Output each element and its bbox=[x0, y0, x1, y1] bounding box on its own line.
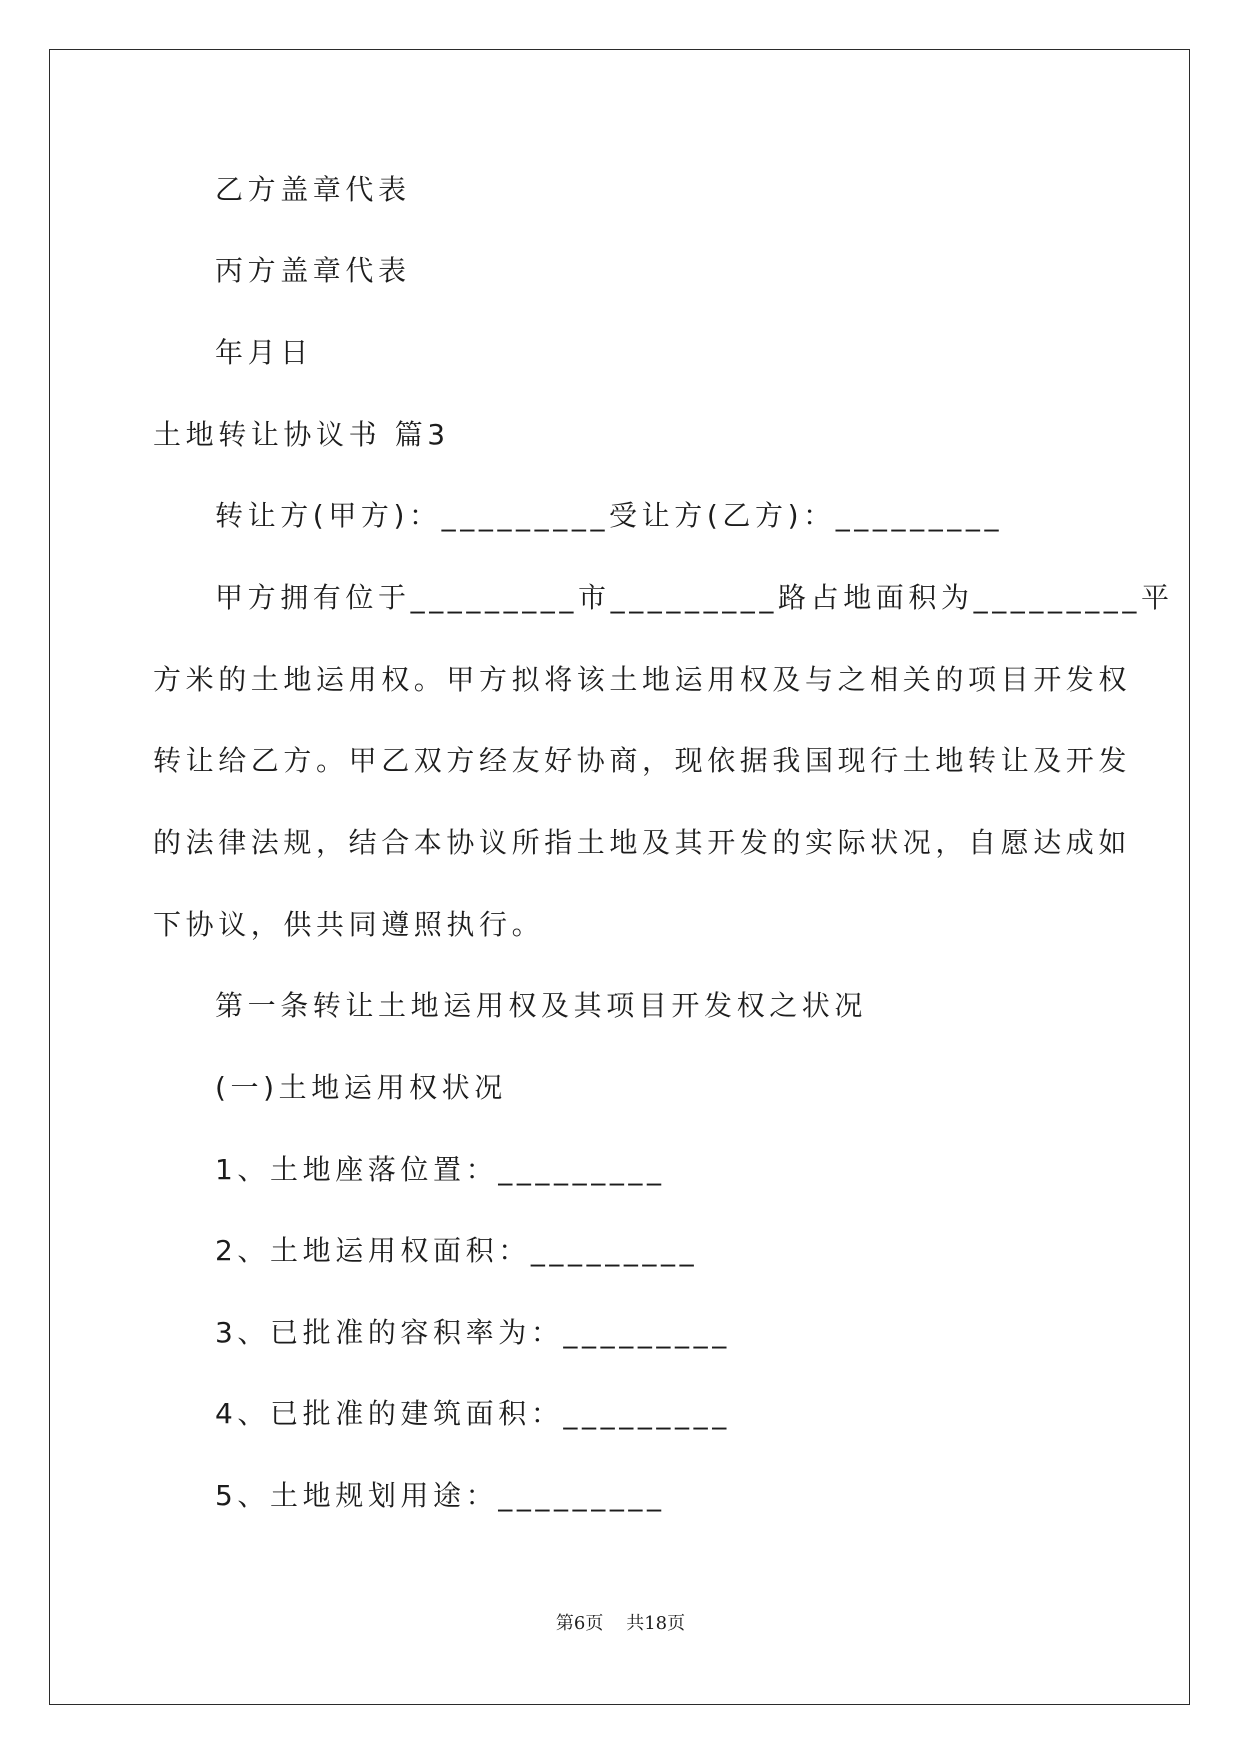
page-frame bbox=[49, 49, 1190, 1705]
list-item: 3、已批准的容积率为：_________ bbox=[215, 1316, 731, 1349]
signature-party-c: 丙方盖章代表 bbox=[215, 254, 411, 287]
paragraph-line: 下协议，供共同遵照执行。 bbox=[153, 908, 545, 941]
article-heading: 第一条转让土地运用权及其项目开发权之状况 bbox=[215, 989, 868, 1022]
list-item: 2、土地运用权面积：_________ bbox=[215, 1234, 699, 1267]
paragraph-line: 甲方拥有位于_________市_________路占地面积为_________平 bbox=[215, 581, 1174, 614]
section-heading: 土地转让协议书 篇3 bbox=[153, 418, 450, 451]
parties-line: 转让方(甲方)：_________受让方(乙方)：_________ bbox=[215, 499, 1004, 532]
signature-date: 年月日 bbox=[215, 336, 313, 369]
page-total: 共18页 bbox=[626, 1613, 686, 1634]
paragraph-line: 方米的土地运用权。甲方拟将该土地运用权及与之相关的项目开发权 bbox=[153, 663, 1132, 696]
list-item: 5、土地规划用途：_________ bbox=[215, 1479, 666, 1512]
signature-party-b: 乙方盖章代表 bbox=[215, 173, 411, 206]
page-footer bbox=[0, 1612, 1241, 1636]
subsection-heading: (一)土地运用权状况 bbox=[215, 1071, 507, 1104]
list-item: 4、已批准的建筑面积：_________ bbox=[215, 1397, 731, 1430]
paragraph-line: 转让给乙方。甲乙双方经友好协商，现依据我国现行土地转让及开发 bbox=[153, 744, 1132, 777]
page-number: 第6页 bbox=[555, 1613, 604, 1634]
paragraph-line: 的法律法规，结合本协议所指土地及其开发的实际状况，自愿达成如 bbox=[153, 826, 1132, 859]
list-item: 1、土地座落位置：_________ bbox=[215, 1153, 666, 1186]
